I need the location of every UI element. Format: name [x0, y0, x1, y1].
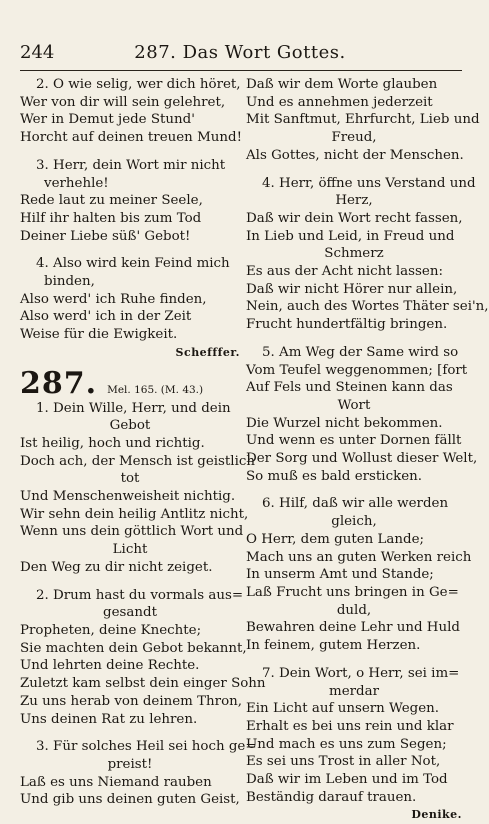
verse-line: Und lehrten deine Rechte. [20, 658, 200, 674]
verse-line: Doch ach, der Mensch ist geistlich [20, 453, 255, 469]
verse-4 [20, 255, 240, 344]
verse-line: Weise für die Ewigkeit. [20, 327, 178, 343]
verse-line: 5. Am Weg der Same wird so [262, 344, 459, 360]
verse-line: Deiner Liebe süß' Gebot! [20, 228, 191, 244]
verse-line: Erhalt es bei uns rein und klar [246, 718, 454, 734]
verse-line: In Lieb und Leid, in Freud und [246, 228, 455, 244]
hymn-verse-3 [20, 738, 257, 809]
verse-line: tot [120, 471, 140, 487]
verse-line: Vom Teufel weggenommen; [fort [246, 362, 468, 378]
verse-line: 6. Hilf, daß wir alle werden [262, 496, 449, 512]
verse-line: Ist heilig, hoch und richtig. [20, 435, 205, 451]
verse-line: Wer von dir will sein gelehret, [20, 94, 226, 110]
verse-line: Und mach es uns zum Segen; [246, 736, 447, 752]
verse-line: Die Wurzel nicht bekommen. [246, 415, 443, 431]
verse-line: Frucht hundertfältig bringen. [246, 317, 448, 333]
verse-line: Und Menschenweisheit nichtig. [20, 489, 236, 505]
verse-line: Laß Frucht uns bringen in Ge= [246, 584, 459, 600]
melody-reference: Mel. 165. (M. 43.) [107, 383, 204, 396]
verse-2 [20, 76, 240, 147]
verse-line: Bewahren deine Lehr und Huld [246, 620, 460, 636]
verse-line: Wenn uns dein göttlich Wort und [20, 524, 244, 540]
verse-line: 4. Also wird kein Feind mich [36, 256, 230, 272]
verse-line: 3. Für solches Heil sei hoch ge= [36, 739, 257, 755]
verse-line: Daß wir dein Wort recht fassen, [246, 210, 463, 226]
verse-line: Rede laut zu meiner Seele, [20, 193, 203, 209]
verse-line: Laß es uns Niemand rauben [20, 774, 212, 790]
verse-line: So muß es bald ersticken. [246, 468, 423, 484]
verse-line: 2. Drum hast du vormals aus= [36, 587, 244, 603]
hymn-verse-6 [246, 495, 472, 654]
verse-line: Den Weg zu dir nicht zeiget. [20, 559, 213, 575]
verse-line: gleich, [331, 514, 377, 530]
verse-line: 1. Dein Wille, Herr, und dein [36, 400, 231, 416]
verse-line: Wort [337, 397, 371, 413]
verse-line: In unserm Amt und Stande; [246, 567, 434, 583]
verse-line: Mit Sanftmut, Ehrfurcht, Lieb und [246, 112, 480, 128]
verse-line: Wir sehn dein heilig Antlitz nicht, [20, 506, 249, 522]
verse-line: verhehle! [44, 175, 109, 191]
verse-line: 7. Dein Wort, o Herr, sei im= [262, 665, 460, 681]
verse-line: merdar [329, 683, 379, 699]
verse-line: Und es annehmen jederzeit [246, 94, 433, 110]
verse-line: Gebot [109, 418, 151, 434]
author-signature: Denike. [411, 808, 462, 822]
header-rule [20, 70, 462, 71]
verse-line: Und wenn es unter Dornen fällt [246, 433, 462, 449]
verse-line: Freud, [331, 130, 377, 146]
hymn-number: 287. [20, 365, 98, 401]
verse-line: Uns deinen Rat zu lehren. [20, 711, 198, 727]
verse-line: 3. Herr, dein Wort mir nicht [36, 157, 226, 173]
verse-line: Zuletzt kam selbst dein einger Sohn [20, 676, 266, 692]
verse-line: Also werd' ich in der Zeit [20, 309, 192, 325]
verse-line: gesandt [103, 605, 157, 621]
verse-line: Es sei uns Trost in aller Not, [246, 754, 441, 770]
verse-line: Licht [112, 542, 148, 558]
verse-line: binden, [44, 274, 95, 290]
hymn-verse-5 [246, 344, 478, 486]
running-title: 287. Das Wort Gottes. [134, 42, 346, 63]
page-number: 244 [20, 42, 55, 63]
verse-line: Sie machten dein Gebot bekannt, [20, 640, 247, 656]
author-signature: Schefffer. [175, 345, 240, 359]
verse-line: Hilf ihr halten bis zum Tod [20, 210, 202, 226]
right-column [246, 76, 489, 824]
verse-3 [20, 157, 240, 246]
hymn-verse-4 [246, 175, 489, 334]
hymn-verse-1 [20, 400, 255, 577]
verse-line: Also werd' ich Ruhe finden, [20, 291, 207, 307]
verse-line: 2. O wie selig, wer dich höret, [36, 77, 241, 92]
left-column [20, 76, 266, 809]
verse-line: Zu uns herab von deinem Thron, [20, 693, 243, 709]
verse-line: Daß wir dem Worte glauben [246, 77, 438, 92]
verse-line: In feinem, gutem Herzen. [246, 638, 421, 654]
verse-line: duld, [336, 602, 372, 618]
verse-line: Beständig darauf trauen. [246, 789, 417, 805]
hymn-verse-3-cont [246, 76, 480, 165]
verse-line: Horcht auf deinen treuen Mund! [20, 130, 242, 146]
verse-line: Wer in Demut jede Stund' [20, 112, 195, 128]
verse-line: O Herr, dem guten Lande; [246, 531, 425, 547]
verse-line: Herz, [335, 193, 373, 209]
verse-line: Nein, auch des Wortes Thäter sei'n, [246, 299, 489, 315]
hymn-verse-2 [20, 587, 266, 729]
verse-line: Mach uns an guten Werken reich [246, 549, 472, 565]
hymn-heading [20, 365, 240, 401]
verse-line: Es aus der Acht nicht lassen: [246, 264, 443, 280]
verse-line: Schmerz [324, 246, 384, 262]
verse-line: Daß wir nicht Hörer nur allein, [246, 281, 458, 297]
hymn-verse-7 [246, 665, 462, 807]
verse-line: Ein Licht auf unsern Wegen. [246, 701, 439, 717]
verse-line: Daß wir im Leben und im Tod [246, 772, 448, 788]
page-header [20, 42, 460, 68]
verse-line: 4. Herr, öffne uns Verstand und [262, 175, 476, 191]
verse-line: Als Gottes, nicht der Menschen. [246, 147, 464, 163]
verse-line: Der Sorg und Wollust dieser Welt, [246, 451, 478, 467]
verse-line: Auf Fels und Steinen kann das [246, 380, 453, 396]
verse-line: Propheten, deine Knechte; [20, 622, 202, 638]
verse-line: preist! [107, 756, 153, 772]
verse-line: Und gib uns deinen guten Geist, [20, 792, 240, 808]
